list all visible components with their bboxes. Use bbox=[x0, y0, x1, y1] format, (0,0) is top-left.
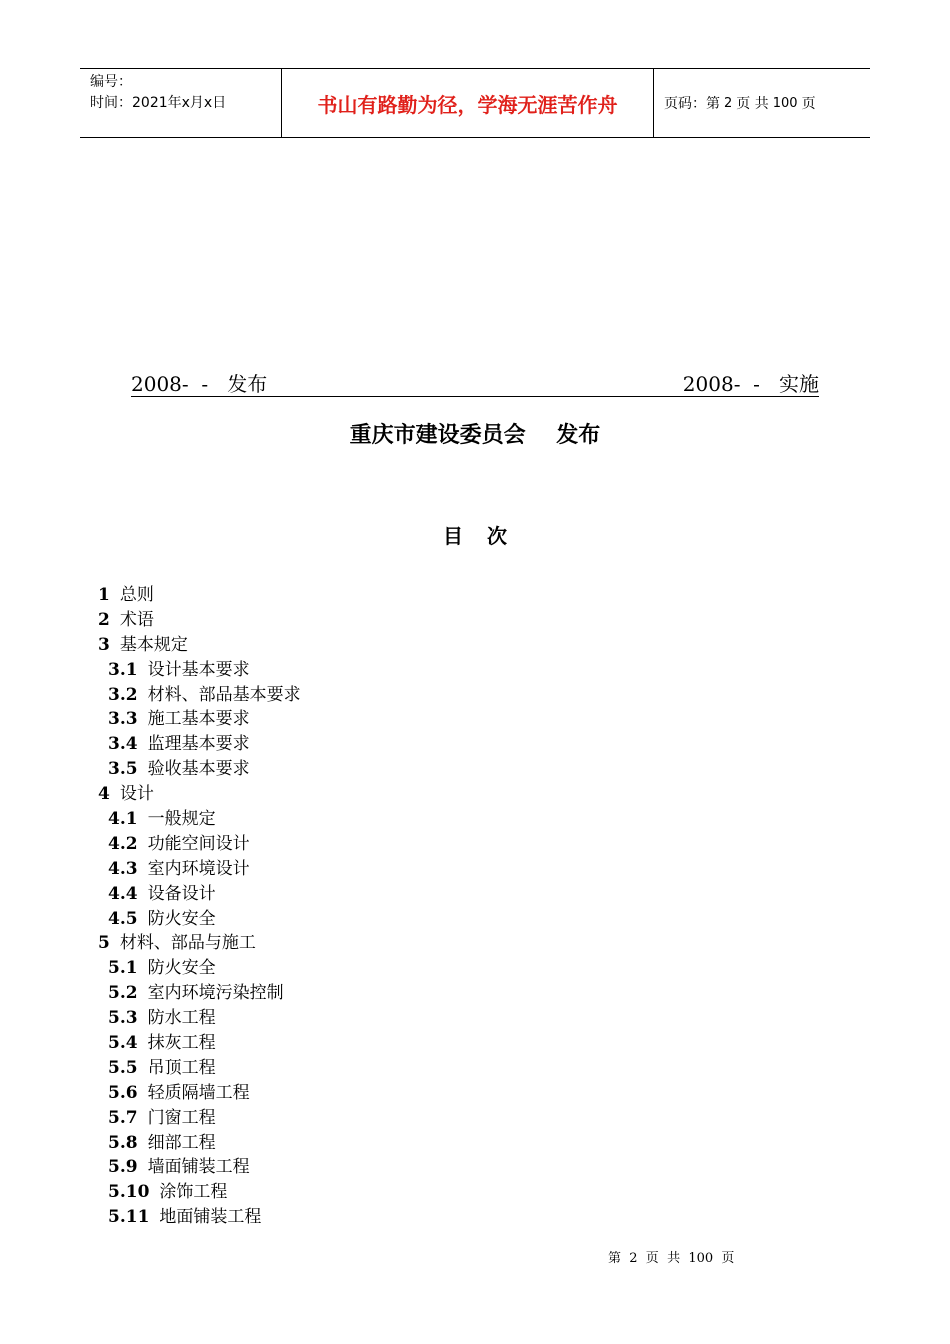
toc-item-title: 轻质隔墙工程 bbox=[147, 1082, 250, 1103]
header-motto: 书山有路勤为径，学海无涯苦作舟 bbox=[281, 69, 654, 137]
toc-item-title: 验收基本要求 bbox=[147, 759, 250, 780]
toc-item-number: 5.11 bbox=[108, 1207, 150, 1228]
toc-item-number: 4.1 bbox=[108, 809, 138, 830]
implement-date: 2008- - 实施 bbox=[682, 372, 819, 396]
toc-item-title: 涂饰工程 bbox=[159, 1182, 228, 1203]
toc-item-title: 抹灰工程 bbox=[147, 1033, 216, 1054]
table-of-contents bbox=[98, 583, 798, 1230]
toc-item-number: 5.2 bbox=[108, 983, 138, 1004]
toc-item[interactable] bbox=[98, 583, 798, 608]
toc-item[interactable] bbox=[98, 658, 798, 683]
toc-item-title: 吊顶工程 bbox=[147, 1057, 216, 1078]
toc-item[interactable] bbox=[98, 1056, 798, 1081]
toc-item-number: 4.4 bbox=[108, 883, 138, 904]
toc-item[interactable] bbox=[98, 1031, 798, 1056]
code-label: 编号： bbox=[90, 74, 132, 90]
toc-item[interactable] bbox=[98, 757, 798, 782]
toc-item[interactable] bbox=[98, 608, 798, 633]
toc-item-title: 总则 bbox=[119, 585, 154, 605]
toc-item[interactable] bbox=[98, 981, 798, 1006]
toc-item[interactable] bbox=[98, 782, 798, 807]
toc-item-number: 3 bbox=[98, 634, 110, 655]
toc-item-title: 设备设计 bbox=[147, 883, 216, 904]
toc-item-number: 4.5 bbox=[108, 908, 138, 929]
toc-item[interactable] bbox=[98, 931, 798, 956]
toc-item-number: 3.5 bbox=[108, 759, 138, 780]
toc-item-title: 墙面铺装工程 bbox=[147, 1157, 250, 1178]
toc-item-number: 5.3 bbox=[108, 1008, 138, 1029]
toc-item-title: 基本规定 bbox=[119, 634, 188, 655]
toc-item[interactable] bbox=[98, 633, 798, 658]
header-page-info bbox=[654, 69, 870, 137]
toc-item-title: 室内环境设计 bbox=[147, 858, 250, 879]
toc-item[interactable] bbox=[98, 1131, 798, 1156]
toc-item-title: 设计 bbox=[119, 784, 154, 805]
publish-date: 2008- - 发布 bbox=[131, 372, 268, 396]
toc-item-number: 4.2 bbox=[108, 833, 138, 854]
toc-item[interactable] bbox=[98, 1180, 798, 1205]
toc-item-title: 功能空间设计 bbox=[147, 833, 250, 854]
toc-item-title: 门窗工程 bbox=[147, 1107, 216, 1128]
toc-item-number: 5.8 bbox=[108, 1132, 138, 1153]
toc-item-title: 设计基本要求 bbox=[147, 659, 250, 680]
toc-item-number: 3.4 bbox=[108, 734, 138, 755]
toc-item-number: 2 bbox=[98, 609, 110, 630]
page-suffix: 页 bbox=[801, 96, 816, 112]
date-line bbox=[131, 370, 819, 397]
toc-item-number: 4.3 bbox=[108, 858, 138, 879]
toc-item-title: 施工基本要求 bbox=[147, 709, 250, 730]
toc-item-title: 地面铺装工程 bbox=[159, 1207, 262, 1228]
toc-item-number: 5.7 bbox=[108, 1107, 138, 1128]
toc-item[interactable] bbox=[98, 1081, 798, 1106]
page-current: 2 bbox=[724, 95, 733, 111]
toc-item[interactable] bbox=[98, 1155, 798, 1180]
document-header bbox=[80, 68, 870, 138]
toc-item[interactable] bbox=[98, 807, 798, 832]
toc-item-number: 3.2 bbox=[108, 684, 138, 705]
toc-item[interactable] bbox=[98, 857, 798, 882]
toc-item[interactable] bbox=[98, 707, 798, 732]
time-label: 时间：2021年x月x日 bbox=[90, 95, 227, 111]
toc-item[interactable] bbox=[98, 907, 798, 932]
toc-item-number: 3.1 bbox=[108, 659, 138, 680]
toc-item-title: 材料、部品与施工 bbox=[119, 933, 256, 954]
toc-item[interactable] bbox=[98, 683, 798, 708]
toc-item[interactable] bbox=[98, 882, 798, 907]
toc-item-number: 3.3 bbox=[108, 709, 138, 730]
toc-item-title: 细部工程 bbox=[147, 1132, 216, 1153]
toc-item-title: 一般规定 bbox=[147, 809, 216, 830]
toc-item-number: 4 bbox=[98, 784, 110, 805]
toc-item-title: 防水工程 bbox=[147, 1008, 216, 1029]
toc-item[interactable] bbox=[98, 832, 798, 857]
toc-item-number: 5.9 bbox=[108, 1157, 138, 1178]
toc-item-title: 室内环境污染控制 bbox=[147, 983, 284, 1004]
toc-item-title: 防火安全 bbox=[147, 958, 216, 979]
publisher: 重庆市建设委员会 发布 bbox=[349, 423, 601, 448]
toc-item-number: 5.1 bbox=[108, 958, 138, 979]
toc-item[interactable] bbox=[98, 1205, 798, 1230]
header-meta bbox=[80, 69, 281, 137]
toc-item-title: 材料、部品基本要求 bbox=[147, 684, 301, 705]
toc-item-number: 5.10 bbox=[108, 1182, 150, 1203]
toc-item-title: 防火安全 bbox=[147, 908, 216, 929]
toc-item-number: 5 bbox=[98, 933, 110, 954]
toc-item-number: 1 bbox=[98, 585, 110, 605]
toc-item[interactable] bbox=[98, 732, 798, 757]
toc-item-number: 5.4 bbox=[108, 1033, 138, 1054]
toc-item[interactable] bbox=[98, 1106, 798, 1131]
page-total: 100 bbox=[772, 95, 798, 111]
toc-item[interactable] bbox=[98, 1006, 798, 1031]
toc-item[interactable] bbox=[98, 956, 798, 981]
toc-item-number: 5.5 bbox=[108, 1057, 138, 1078]
page-prefix: 页码：第 bbox=[664, 96, 720, 112]
toc-item-number: 5.6 bbox=[108, 1082, 138, 1103]
page-footer: 第 2 页 共 100 页 bbox=[608, 1251, 735, 1266]
toc-title: 目次 bbox=[443, 524, 531, 548]
page-mid: 页 共 bbox=[736, 96, 769, 112]
toc-item-title: 术语 bbox=[119, 609, 154, 630]
toc-item-title: 监理基本要求 bbox=[147, 734, 250, 755]
